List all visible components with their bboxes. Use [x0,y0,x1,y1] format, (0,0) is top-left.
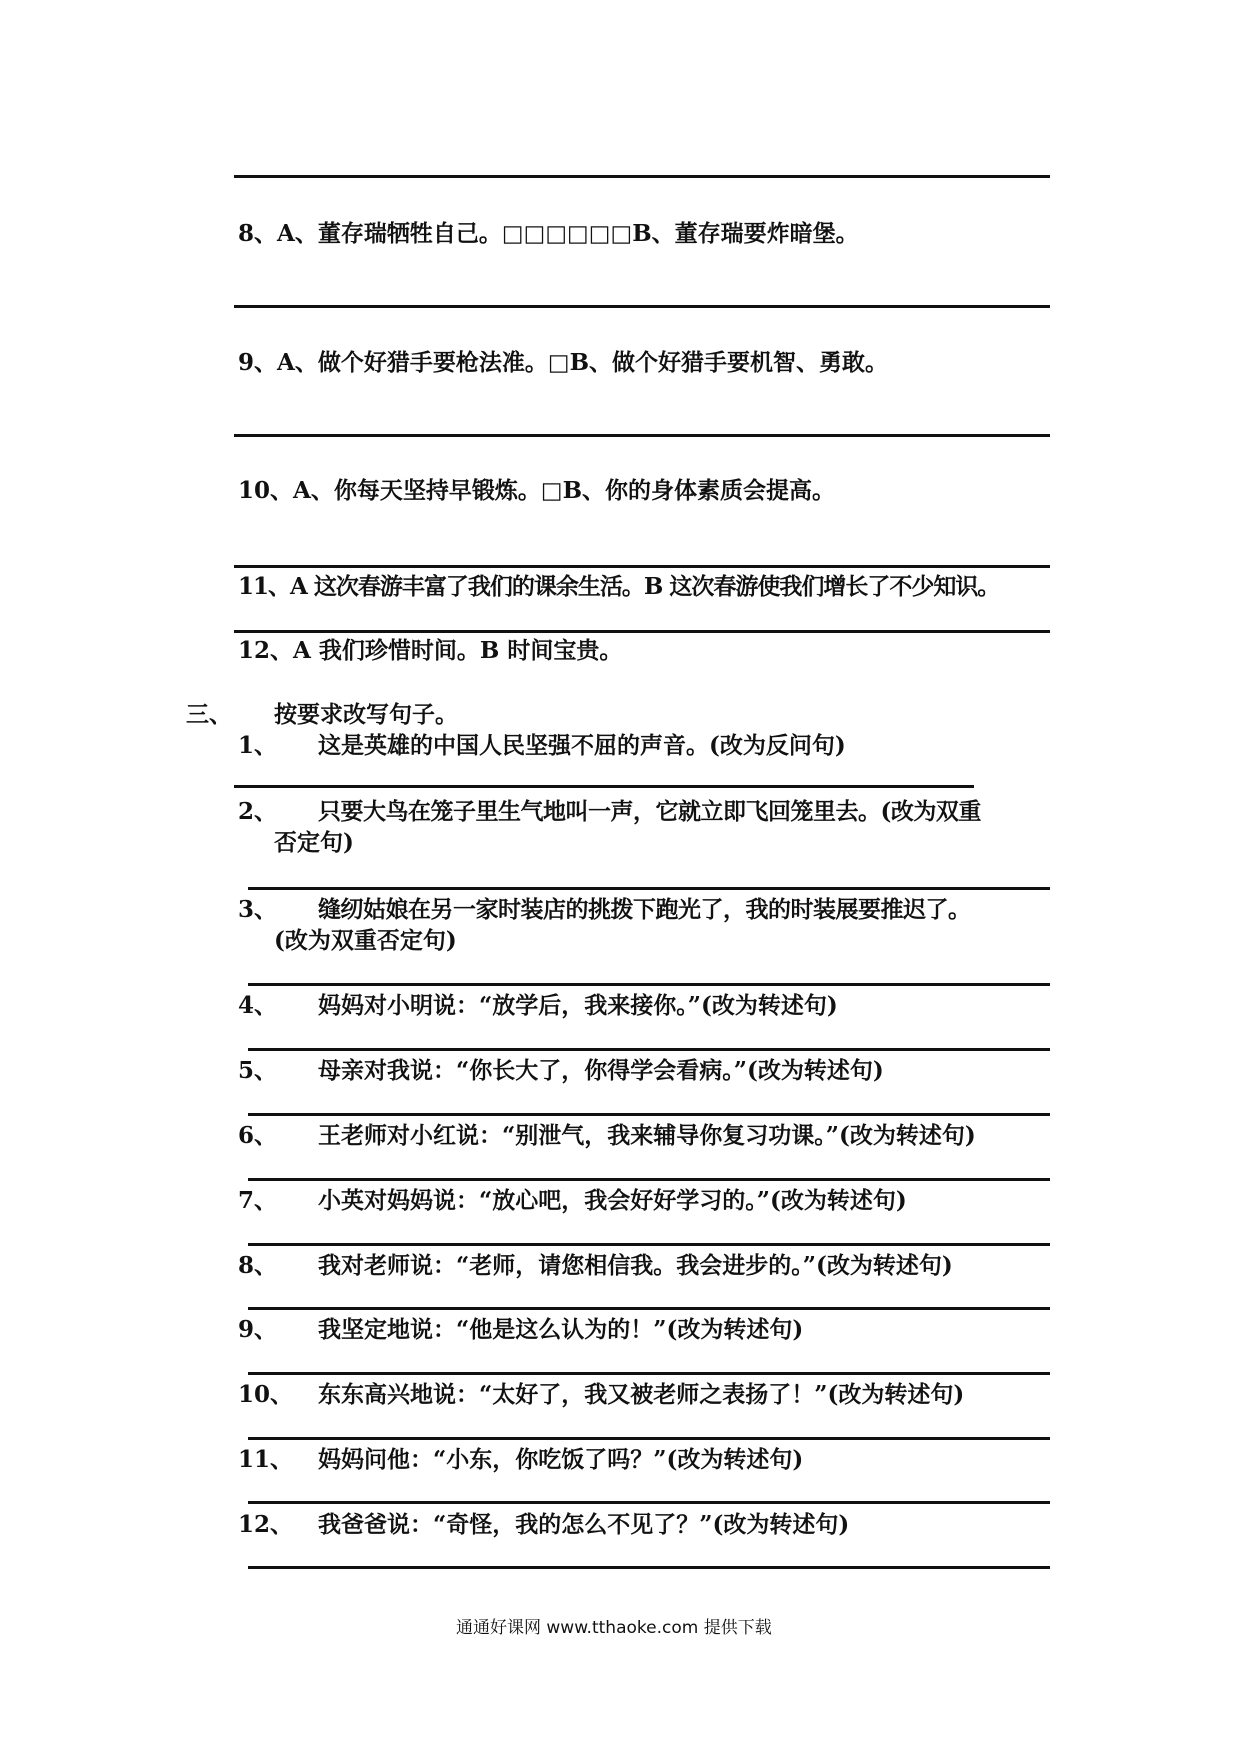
answer-line [248,1307,1050,1310]
question-number: 8、 [238,220,278,247]
question-10 [238,476,835,506]
answer-line [234,175,1050,178]
item-text: 妈妈问他：“小东，你吃饭了吗？”(改为转述句) [318,1446,804,1473]
item-text: 我爸爸说：“奇怪，我的怎么不见了？”(改为转述句) [318,1511,850,1538]
item-text: 王老师对小红说：“别泄气，我来辅导你复习功课。”(改为转述句) [318,1122,976,1149]
item-text: 只要大鸟在笼子里生气地叫一声，它就立即飞回笼里去。(改为双重 [318,798,981,825]
item-number: 9、 [238,1316,278,1343]
question-text: A、董存瑞牺牲自己。□□□□□□B、董存瑞要炸暗堡。 [277,220,859,247]
answer-line [248,1437,1050,1440]
question-12 [238,636,622,666]
question-text: A 我们珍惜时间。B 时间宝贵。 [293,637,623,664]
item-number: 12、 [238,1511,294,1538]
item-text: 我对老师说：“老师，请您相信我。我会进步的。”(改为转述句) [318,1252,953,1279]
question-text: A、做个好猎手要枪法准。□B、做个好猎手要机智、勇敢。 [277,349,889,376]
section-heading: 按要求改写句子。 [274,701,458,728]
item-text: 母亲对我说：“你长大了，你得学会看病。”(改为转述句) [318,1057,884,1084]
answer-line [248,1113,1050,1116]
answer-line [248,1243,1050,1246]
question-text: A 这次春游丰富了我们的课余生活。B 这次春游使我们增长了不少知识。 [290,573,1000,600]
item-number: 4、 [238,992,278,1019]
answer-line [248,983,1050,986]
answer-line [234,305,1050,308]
answer-line [234,630,1050,633]
item-text: 东东高兴地说：“太好了，我又被老师之表扬了！”(改为转述句) [318,1381,965,1408]
question-number: 10、 [238,477,294,504]
question-8 [238,219,859,249]
item-number: 1、 [238,732,278,759]
question-number: 11、 [238,573,291,600]
question-9 [238,348,888,378]
item-number: 6、 [238,1122,278,1149]
item-text: 妈妈对小明说：“放学后，我来接你。”(改为转述句) [318,992,838,1019]
item-text: 小英对妈妈说：“放心吧，我会好好学习的。”(改为转述句) [318,1187,907,1214]
item-text-continued: 否定句) [274,829,354,856]
answer-line [248,1372,1050,1375]
question-11 [238,572,999,602]
page-footer: 通通好课网 www.tthaoke.com 提供下载 [456,1618,772,1638]
item-number: 5、 [238,1057,278,1084]
section-heading-number: 三、 [186,701,232,728]
answer-line [248,1566,1050,1569]
question-number: 9、 [238,349,278,376]
question-text: A、你每天坚持早锻炼。□B、你的身体素质会提高。 [293,477,836,504]
item-number: 8、 [238,1252,278,1279]
answer-line [248,1501,1050,1504]
answer-line [248,1178,1050,1181]
item-number: 11、 [238,1446,294,1473]
item-number: 3、 [238,896,278,923]
item-number: 7、 [238,1187,278,1214]
item-number: 10、 [238,1381,294,1408]
answer-line [234,434,1050,437]
answer-line [248,1048,1050,1051]
item-number: 2、 [238,798,278,825]
item-text: 这是英雄的中国人民坚强不屈的声音。(改为反问句) [318,732,846,759]
answer-line [248,887,1050,890]
item-text: 缝纫姑娘在另一家时装店的挑拨下跑光了，我的时装展要推迟了。 [318,896,971,923]
item-text-continued: (改为双重否定句) [274,927,457,954]
item-text: 我坚定地说：“他是这么认为的！”(改为转述句) [318,1316,804,1343]
answer-line [234,785,974,788]
question-number: 12、 [238,637,294,664]
answer-line [234,565,1050,568]
